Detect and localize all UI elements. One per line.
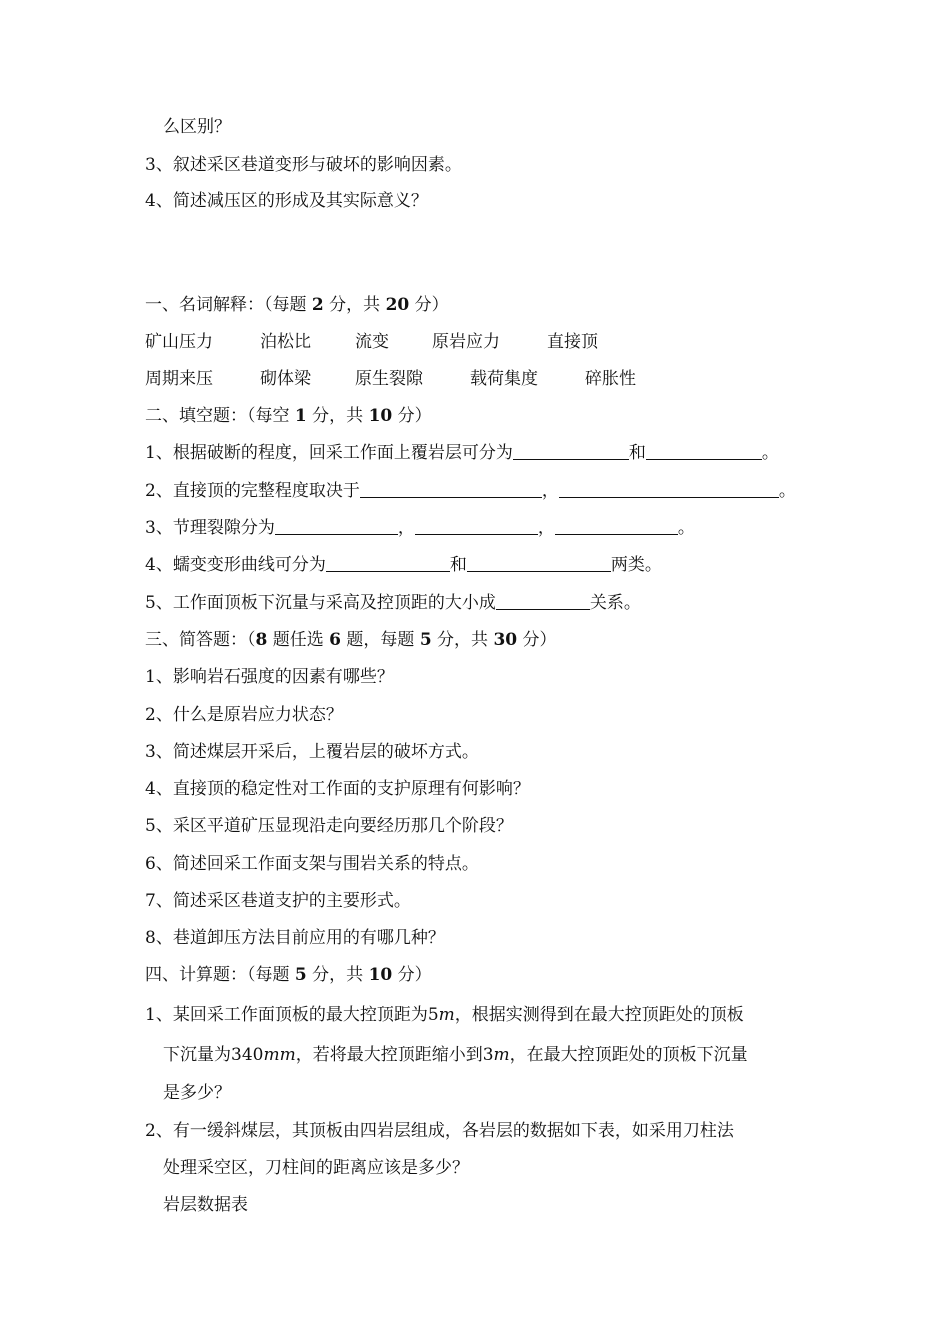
section-heading-short-answer: 三、简答题：（8 题任选 6 题，每题 5 分，共 30 分） [145,630,557,650]
section-heading-terms: 一、名词解释：（每题 2 分，共 20 分） [145,295,449,315]
fill-question-1: 1、根据破断的程度，回采工作面上覆岩层可分为 和 。 [145,443,779,463]
calc-question-1-line-2: 下沉量为340mm，若将最大控顶距缩小到3m，在最大控顶距处的顶板下沉量 [163,1045,748,1065]
fill-question-2: 2、直接顶的完整程度取决于 ， 。 [145,481,796,501]
answer-blank[interactable] [360,481,542,498]
answer-blank[interactable] [559,481,779,498]
answer-blank[interactable] [415,518,538,535]
answer-blank[interactable] [555,518,678,535]
short-question: 7、简述采区巷道支护的主要形式。 [145,891,411,911]
calc-question-2-line-1: 2、有一缓斜煤层，其顶板由四岩层组成，各岩层的数据如下表，如采用刀柱法 [145,1121,734,1141]
term: 流变 [355,332,389,352]
question-3: 3、叙述采区巷道变形与破坏的影响因素。 [145,155,462,175]
short-question: 3、简述煤层开采后，上覆岩层的破坏方式。 [145,742,479,762]
answer-blank[interactable] [646,443,762,460]
short-question: 2、什么是原岩应力状态？ [145,705,343,725]
terms-row-2 [145,368,636,390]
answer-blank[interactable] [513,443,629,460]
short-question: 1、影响岩石强度的因素有哪些？ [145,667,394,687]
term: 碎胀性 [585,369,636,389]
question-4: 4、简述减压区的形成及其实际意义？ [145,191,428,211]
question-continuation: 么区别？ [163,117,231,137]
term: 泊松比 [260,332,311,352]
short-question: 6、简述回采工作面支架与围岩关系的特点。 [145,854,479,874]
term: 砌体梁 [260,369,311,389]
answer-blank[interactable] [496,593,590,610]
calc-question-2-line-2: 处理采空区，刀柱间的距离应该是多少？ [163,1158,469,1178]
section-heading-calculation: 四、计算题：（每题 5 分，共 10 分） [145,965,432,985]
answer-blank[interactable] [275,518,398,535]
fill-question-5: 5、工作面顶板下沉量与采高及控顶距的大小成 关系。 [145,593,641,613]
short-question: 5、采区平道矿压显现沿走向要经历那几个阶段？ [145,816,513,836]
fill-question-3: 3、节理裂隙分为 ， ， 。 [145,518,695,538]
calc-question-1-line-3: 是多少？ [163,1083,231,1103]
answer-blank[interactable] [326,555,450,572]
calc-question-1-line-1: 1、某回采工作面顶板的最大控顶距为5m，根据实测得到在最大控顶距处的顶板 [145,1005,744,1025]
answer-blank[interactable] [467,555,611,572]
term: 矿山压力 [145,332,213,352]
term: 原生裂隙 [355,369,423,389]
term: 直接顶 [547,332,598,352]
term: 周期来压 [145,369,213,389]
short-question: 4、直接顶的稳定性对工作面的支护原理有何影响？ [145,779,530,799]
short-question: 8、巷道卸压方法目前应用的有哪几种？ [145,928,445,948]
fill-question-4: 4、蠕变变形曲线可分为 和 两类。 [145,555,662,575]
term: 原岩应力 [432,332,500,352]
section-heading-fill: 二、填空题：（每空 1 分，共 10 分） [145,406,432,426]
term: 载荷集度 [470,369,538,389]
table-caption: 岩层数据表 [163,1195,248,1215]
terms-row-1 [145,331,598,353]
